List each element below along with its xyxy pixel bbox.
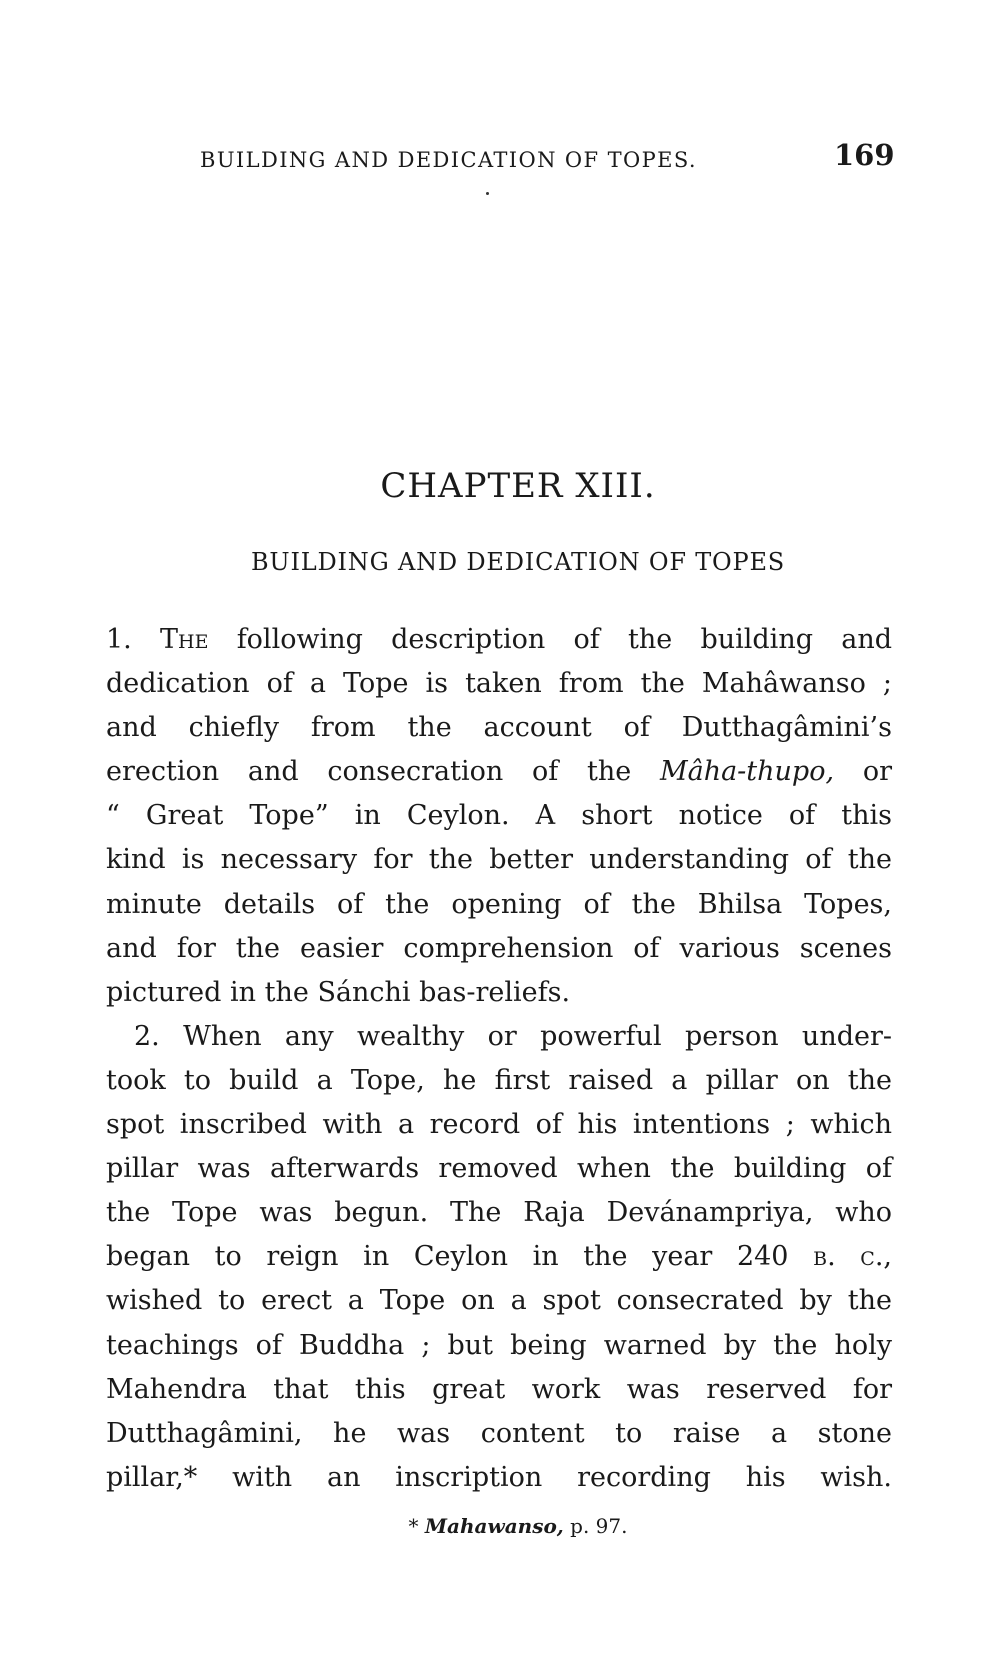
footnote xyxy=(0,1514,1000,1538)
paragraph-2-line-10: Dutthagâmini, he was content to raise a stone xyxy=(106,1417,892,1449)
print-speck xyxy=(486,192,489,195)
paragraph-2-line-9: Mahendra that this great work was reserved for xyxy=(106,1373,892,1405)
footnote-marker: * xyxy=(408,1514,419,1538)
line-4-lead: erection and consecration of the xyxy=(106,756,632,788)
page-number: 169 xyxy=(834,138,895,172)
paragraph-1-line-9: pictured in the Sánchi bas-reliefs. xyxy=(106,976,571,1008)
paragraph-2-line-2: took to build a Tope, he first raised a pillar on the xyxy=(106,1064,892,1096)
paragraph-1-line-5: “ Great Tope” in Ceylon. A short notice of this xyxy=(106,800,892,832)
footnote-title: Mahawanso, xyxy=(424,1514,564,1538)
paragraph-2-line-8: teachings of Buddha ; but being warned by the holy xyxy=(106,1329,892,1361)
line-4-tail: or xyxy=(862,756,892,788)
running-head xyxy=(0,138,1000,178)
paragraph-1-line-3: and chiefly from the account of Dutthagâmini’s xyxy=(106,712,892,744)
paragraph-2-line-5: the Tope was begun. The Raja Devánampriya, who xyxy=(106,1197,892,1229)
paragraph-2-line-6 xyxy=(106,1235,892,1279)
line-6-lead: began to reign in Ceylon in the year 240 xyxy=(106,1241,789,1273)
paragraph-number: 1. xyxy=(106,624,132,655)
paragraph-1-line-6: kind is necessary for the better understanding of the xyxy=(106,844,892,876)
maha-thupo-term: Mâha-thupo, xyxy=(659,756,835,788)
paragraph-first-word: The xyxy=(160,624,209,655)
paragraph-2-line-7: wished to erect a Tope on a spot consecrated by the xyxy=(106,1285,892,1317)
paragraph-1-line-7: minute details of the opening of the Bhilsa Topes, xyxy=(106,888,892,920)
paragraph-1-line-4 xyxy=(106,750,892,794)
paragraph-1-line-2: dedication of a Tope is taken from the Mahâwanso ; xyxy=(106,668,892,700)
paragraph-2-line-11: pillar,* with an inscription recording his wish. xyxy=(106,1461,892,1493)
era-abbreviation: b. c., xyxy=(813,1241,892,1273)
paragraph-1-line-1 xyxy=(106,618,892,662)
paragraph-1-line-1-text: following description of the building and xyxy=(236,624,892,655)
paragraph-2-line-1: 2. When any wealthy or powerful person under- xyxy=(134,1020,892,1052)
running-title: BUILDING AND DEDICATION OF TOPES. xyxy=(200,148,697,172)
chapter-heading: CHAPTER XIII. xyxy=(380,466,656,506)
paragraph-1-line-8: and for the easier comprehension of various scenes xyxy=(106,932,892,964)
body-text xyxy=(106,618,892,1500)
paragraph-2-line-3: spot inscribed with a record of his intentions ; which xyxy=(106,1109,892,1141)
footnote-page: p. 97. xyxy=(570,1514,628,1538)
paragraph-2-line-4: pillar was afterwards removed when the building of xyxy=(106,1153,892,1185)
chapter-subtitle: BUILDING AND DEDICATION OF TOPES xyxy=(250,548,786,576)
